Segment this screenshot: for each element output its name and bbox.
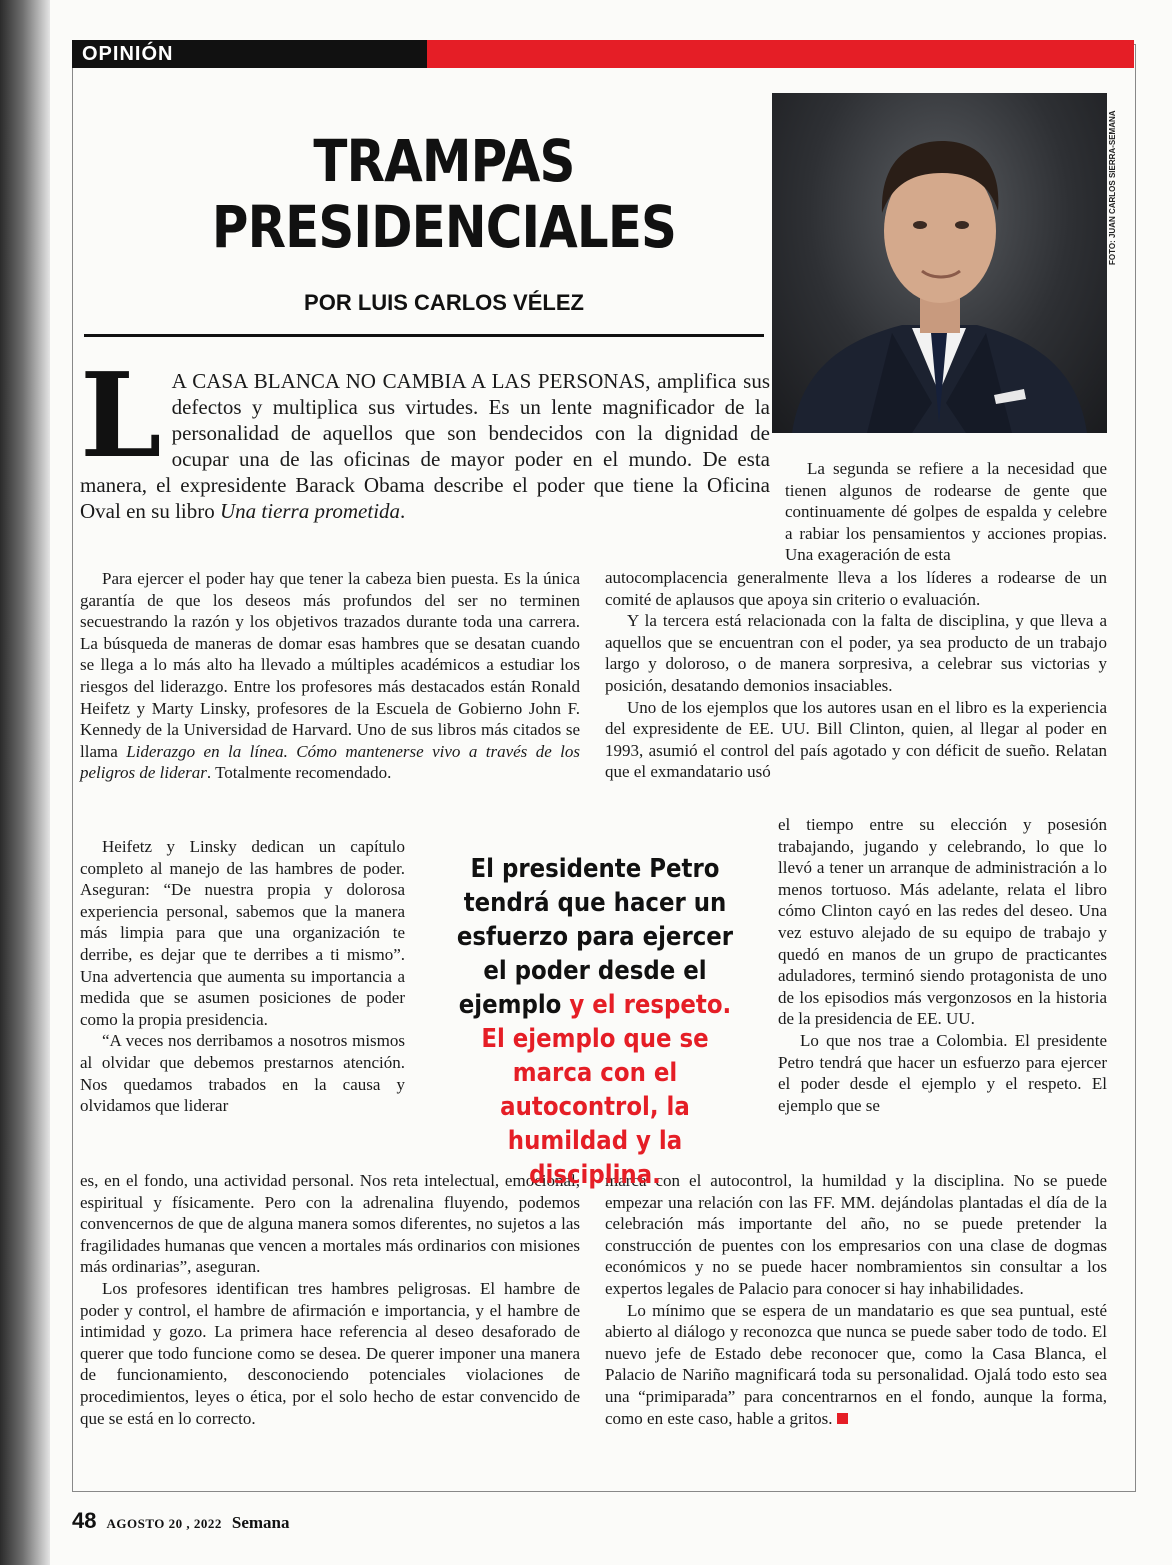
- column-1-lower: [80, 1170, 580, 1429]
- col1-p1-text: Para ejercer el poder hay que tener la cabeza bien puesta. Es la única garantía de que los deseos más profundos del ser no terminen secuestrando la razón y los objetivos trazados durante toda una carrera. La búsqueda de maneras de domar esas hambres que se desatan cuando se llega a lo más alto ha llevado a múltiples académicos a estudiar los riesgos del liderazgo. Entre los profesores más destacados están Ronald Heifetz y Marty Linsky, profesores de la Escuela de Gobierno John F. Kennedy de la Universidad de Harvard. Uno de sus libros más citados se llama: [80, 569, 580, 761]
- lead-first-line: A CASA BLANCA NO CAMBIA A LAS PERSONAS,: [171, 369, 651, 393]
- col2-paragraph-5: [605, 1300, 1107, 1430]
- magazine-page: [50, 0, 1172, 1565]
- article-title: [134, 128, 753, 260]
- title-line-2: PRESIDENCIALES: [211, 193, 677, 261]
- lead-book-title: Una tierra prometida: [219, 499, 401, 523]
- col1-p1-end: . Totalmente recomendado.: [206, 763, 392, 783]
- page-number: 48: [72, 1508, 97, 1533]
- title-line-1: TRAMPAS: [313, 127, 575, 195]
- col2-paragraph-4a: Lo que nos trae a Colombia. El presidente Petro tendrá que hacer un esfuerzo para ejercer el poder desde el ejemplo y el respeto. El ejemplo que se: [778, 1030, 1107, 1115]
- col2-paragraph-3a: Uno de los ejemplos que los autores usan en el libro es la experiencia del expresidente de EE. UU. Bill Clinton, quien, al llegar al poder en 1993, asumió el control del país agotado y con déficit de sueño. Relatan que el exmandatario usó: [605, 697, 1107, 782]
- column-2-narrow: [778, 814, 1107, 1116]
- pull-quote: [450, 852, 740, 1192]
- column-2-top: [785, 458, 1107, 566]
- section-label: OPINIÓN: [72, 40, 427, 68]
- col1-p1-book-title: Liderazgo en la línea. Cómo mantenerse vivo a través de los peligros de liderar: [80, 741, 580, 783]
- col2-p5-text: Lo mínimo que se espera de un mandatario es que sea puntual, esté abierto al diálogo y reconozca que nunca se puede saber todo de todo. El nuevo jefe de Estado debe reconocer que, como la Casa Blanca, el Palacio de Nariño magnificará toda su personalidad. Ojalá todo esto sea una “primiparada” para concentrarnos en el fondo, aunque la forma, como en este caso, hable a gritos.: [605, 1300, 1107, 1428]
- column-2-lower: [605, 1170, 1107, 1429]
- pull-quote-black: El presidente Petro tendrá que hacer un esfuerzo para ejercer el poder desde el ejemplo: [456, 854, 734, 1020]
- author-photo: [772, 93, 1107, 433]
- lead-text: amplifica sus defectos y multiplica sus virtudes. Es un lente magnificador de la personalidad de aquellos que son bendecidos con la dignidad de ocupar una de las oficinas de mayor poder en el mundo. De esta manera, el expresidente Barack Obama describe el poder que tiene la Oficina Oval en su libro: [80, 369, 771, 523]
- col2-paragraph-1b: autocomplacencia generalmente lleva a los líderes a rodearse de un comité de aplausos que apoya sin criterio o evaluación.: [605, 568, 1107, 609]
- title-rule: [84, 334, 764, 337]
- author-byline: POR LUIS CARLOS VÉLEZ: [304, 290, 584, 315]
- issue-date: AGOSTO 20 , 2022: [106, 1516, 222, 1531]
- lead-end: .: [400, 499, 406, 523]
- col2-paragraph-2: Y la tercera está relacionada con la falta de disciplina, y que lleva a aquellos que se encuentran con el poder, ya sea producto de un trabajo largo y doloroso, o de manera sorpresiva, a celebrar sus victorias y posición, desatando demonios insaciables.: [605, 611, 1107, 695]
- lead-paragraph: [80, 348, 771, 524]
- author-portrait-illustration: [772, 93, 1107, 433]
- col2-paragraph-1a: La segunda se refiere a la necesidad que tienen algunos de rodearse de gente que continuamente dé golpes de espalda y celebre a rabiar los pensamientos y acciones propias. Una exageración de esta: [785, 459, 1107, 565]
- column-1-upper: [80, 568, 580, 784]
- col1-paragraph-1: [80, 568, 580, 784]
- page-footer: [72, 1508, 290, 1534]
- magazine-name: Semana: [231, 1513, 290, 1532]
- pull-quote-red: y el respeto. El ejemplo que se marca con el autocontrol, la humildad y la disciplina.: [481, 990, 732, 1190]
- page-spine-shadow: [0, 0, 50, 1565]
- col2-paragraph-3b: el tiempo entre su elección y posesión trabajando, jugando y celebrando, lo que lo llevó a tener un arranque de administración a lo menos tortuoso. Más adelante, relata el libro cómo Clinton cayó en las redes del deseo. Una vez estuvo alejado de su equipo de trabajo y quedó en manos de un grupo de practicantes aduladores, terminó siendo protagonista de uno de los episodios más vergonzosos en la historia de la presidencia de EE. UU.: [778, 815, 1107, 1029]
- photo-credit: FOTO: JUAN CARLOS SIERRA-SEMANA: [1108, 110, 1117, 265]
- column-2-middle: [605, 567, 1107, 783]
- col2-paragraph-4b: marca con el autocontrol, la humildad y la disciplina. No se puede empezar una relación con las FF. MM. dejándolas plantadas el día de la celebración más importante del año, no se puede pretender la construcción de puentes con los empresarios con una clase de dogmas económicos y no se puede hacer nombramientos sin consultar a los expertos legales de Palacio para conocer si hay inhabilidades.: [605, 1171, 1107, 1298]
- col1-paragraph-4: Los profesores identifican tres hambres peligrosas. El hambre de poder y control, el hambre de afirmación e importancia, y el hambre de intimidad y gozo. La primera hace referencia al deseo desaforado de querer que todo funcione como se desea. De querer imponer una manera de funcionamiento, desconociendo potenciales violaciones de procedimientos, leyes o ética, por el solo hecho de estar convencido de que se está en lo correcto.: [80, 1278, 580, 1428]
- col1-paragraph-3a: “A veces nos derribamos a nosotros mismos al olvidar que debemos prestarnos atención. Nos quedamos trabados en la causa y olvidamos que liderar: [80, 1031, 405, 1116]
- col1-paragraph-3b: es, en el fondo, una actividad personal. Nos reta intelectual, emocional, espiritual y físicamente. Pero con la adrenalina fluyendo, podemos convencernos de que de alguna manera somos diferentes, no sujetos a las fragilidades humanas que vencen a mortales más ordinarios con misiones más ordinarias”, aseguran.: [80, 1171, 580, 1277]
- column-1-narrow: [80, 836, 405, 1117]
- drop-cap: L: [80, 348, 162, 484]
- col1-paragraph-2: Heifetz y Linsky dedican un capítulo completo al manejo de las hambres de poder. Aseguran: “De nuestra propia y dolorosa experiencia personal, sabemos que la manera más limpia para que una organización te derribe, es dejar que te derribes a ti mismo”. Una advertencia que aumenta su importancia a medida que se asumen posiciones de poder como la propia presidencia.: [80, 837, 405, 1029]
- end-square-icon: [837, 1413, 848, 1424]
